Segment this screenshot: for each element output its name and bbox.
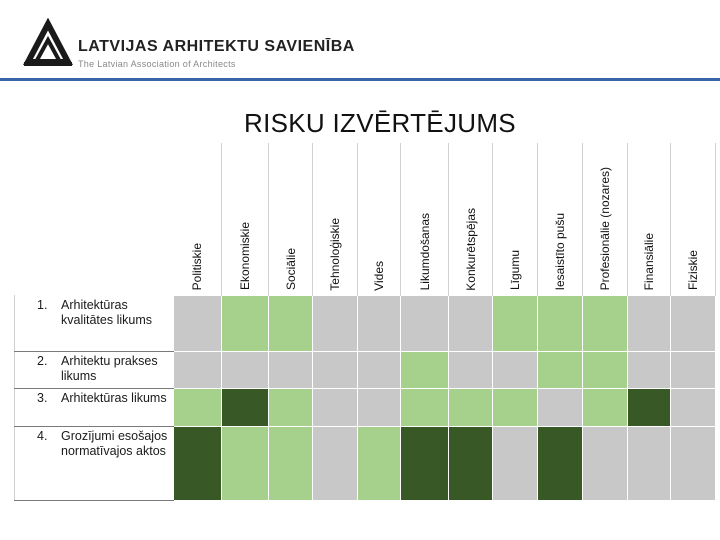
risk-cell	[401, 388, 449, 426]
risk-cell	[401, 351, 449, 388]
org-name: LATVIJAS ARHITEKTU SAVIENĪBA	[78, 38, 355, 55]
column-label: Sociālie	[283, 248, 298, 291]
row-number: 3.	[37, 390, 48, 405]
risk-cell	[449, 388, 493, 426]
column-header	[493, 143, 538, 295]
risk-cell	[493, 295, 538, 351]
risk-cell	[583, 351, 628, 388]
risk-cell	[358, 388, 401, 426]
risk-cell	[358, 426, 401, 500]
risk-cell	[628, 388, 671, 426]
column-header	[174, 143, 222, 295]
risk-cell	[628, 351, 671, 388]
column-header	[449, 143, 493, 295]
risk-cell	[628, 426, 671, 500]
risk-cell	[222, 426, 269, 500]
org-subtitle: The Latvian Association of Architects	[78, 59, 236, 69]
column-header	[628, 143, 671, 295]
risk-cell	[313, 295, 358, 351]
risk-cell	[313, 388, 358, 426]
risk-cell	[358, 295, 401, 351]
row-header	[15, 295, 174, 351]
risk-assessment-table	[14, 143, 716, 501]
risk-cell	[671, 426, 716, 500]
row-label: Grozījumi esošajos normatīvajos aktos	[61, 428, 168, 458]
risk-cell	[538, 388, 583, 426]
column-label: Tehnoloģiskie	[328, 217, 342, 291]
risk-cell	[401, 426, 449, 500]
slide-title: RISKU IZVĒRTĒJUMS	[244, 108, 516, 138]
risk-cell	[269, 351, 313, 388]
column-label: Līgumu	[508, 250, 522, 291]
column-header	[583, 143, 628, 295]
risk-cell	[538, 295, 583, 351]
column-header	[269, 143, 313, 295]
table-row	[15, 351, 716, 388]
table-row	[15, 426, 716, 500]
risk-cell	[269, 426, 313, 500]
column-header	[222, 143, 269, 295]
table-row	[15, 295, 716, 351]
risk-cell	[671, 351, 716, 388]
column-label: Profesionālie (nozares)	[598, 167, 612, 291]
row-header	[15, 388, 174, 426]
row-label: Arhitektu prakses likums	[61, 353, 158, 383]
column-header-row	[15, 143, 716, 295]
risk-cell	[174, 426, 222, 500]
corner-cell	[15, 143, 174, 295]
risk-cell	[222, 295, 269, 351]
risk-cell	[313, 426, 358, 500]
column-header	[358, 143, 401, 295]
header	[0, 0, 720, 80]
risk-cell	[628, 295, 671, 351]
column-label: Ekonomiskie	[238, 222, 252, 291]
row-header	[15, 351, 174, 388]
column-header	[671, 143, 716, 295]
risk-cell	[493, 388, 538, 426]
las-logo-icon	[20, 18, 76, 70]
row-label: Arhitektūras kvalitātes likums	[61, 297, 152, 327]
risk-cell	[174, 351, 222, 388]
risk-cell	[538, 426, 583, 500]
column-header	[538, 143, 583, 295]
column-label: Politiskie	[190, 243, 205, 291]
row-number: 1.	[37, 297, 48, 312]
risk-cell	[358, 351, 401, 388]
risk-cell	[671, 295, 716, 351]
risk-cell	[538, 351, 583, 388]
header-rule	[0, 78, 720, 81]
risk-cell	[174, 388, 222, 426]
risk-cell	[313, 351, 358, 388]
column-label: Konkurētspējas	[463, 207, 478, 291]
risk-cell	[583, 426, 628, 500]
risk-cell	[174, 295, 222, 351]
risk-cell	[493, 426, 538, 500]
row-label: Arhitektūras likums	[61, 390, 167, 405]
table-row	[15, 388, 716, 426]
risk-cell	[671, 388, 716, 426]
column-label: Likumdošanas	[417, 213, 432, 291]
column-header	[401, 143, 449, 295]
risk-cell	[449, 426, 493, 500]
risk-cell	[449, 351, 493, 388]
risk-cell	[493, 351, 538, 388]
risk-cell	[449, 295, 493, 351]
risk-cell	[269, 388, 313, 426]
row-number: 2.	[37, 353, 48, 368]
risk-cell	[222, 351, 269, 388]
column-label: Fiziskie	[686, 250, 700, 291]
risk-cell	[583, 295, 628, 351]
column-label: Iesaistīto pušu	[553, 213, 567, 291]
column-label: Finansiālie	[642, 233, 656, 291]
row-number: 4.	[37, 428, 48, 443]
row-header	[15, 426, 174, 500]
risk-cell	[222, 388, 269, 426]
risk-cell	[269, 295, 313, 351]
column-label: Vides	[372, 260, 386, 291]
risk-cell	[401, 295, 449, 351]
risk-cell	[583, 388, 628, 426]
column-header	[313, 143, 358, 295]
